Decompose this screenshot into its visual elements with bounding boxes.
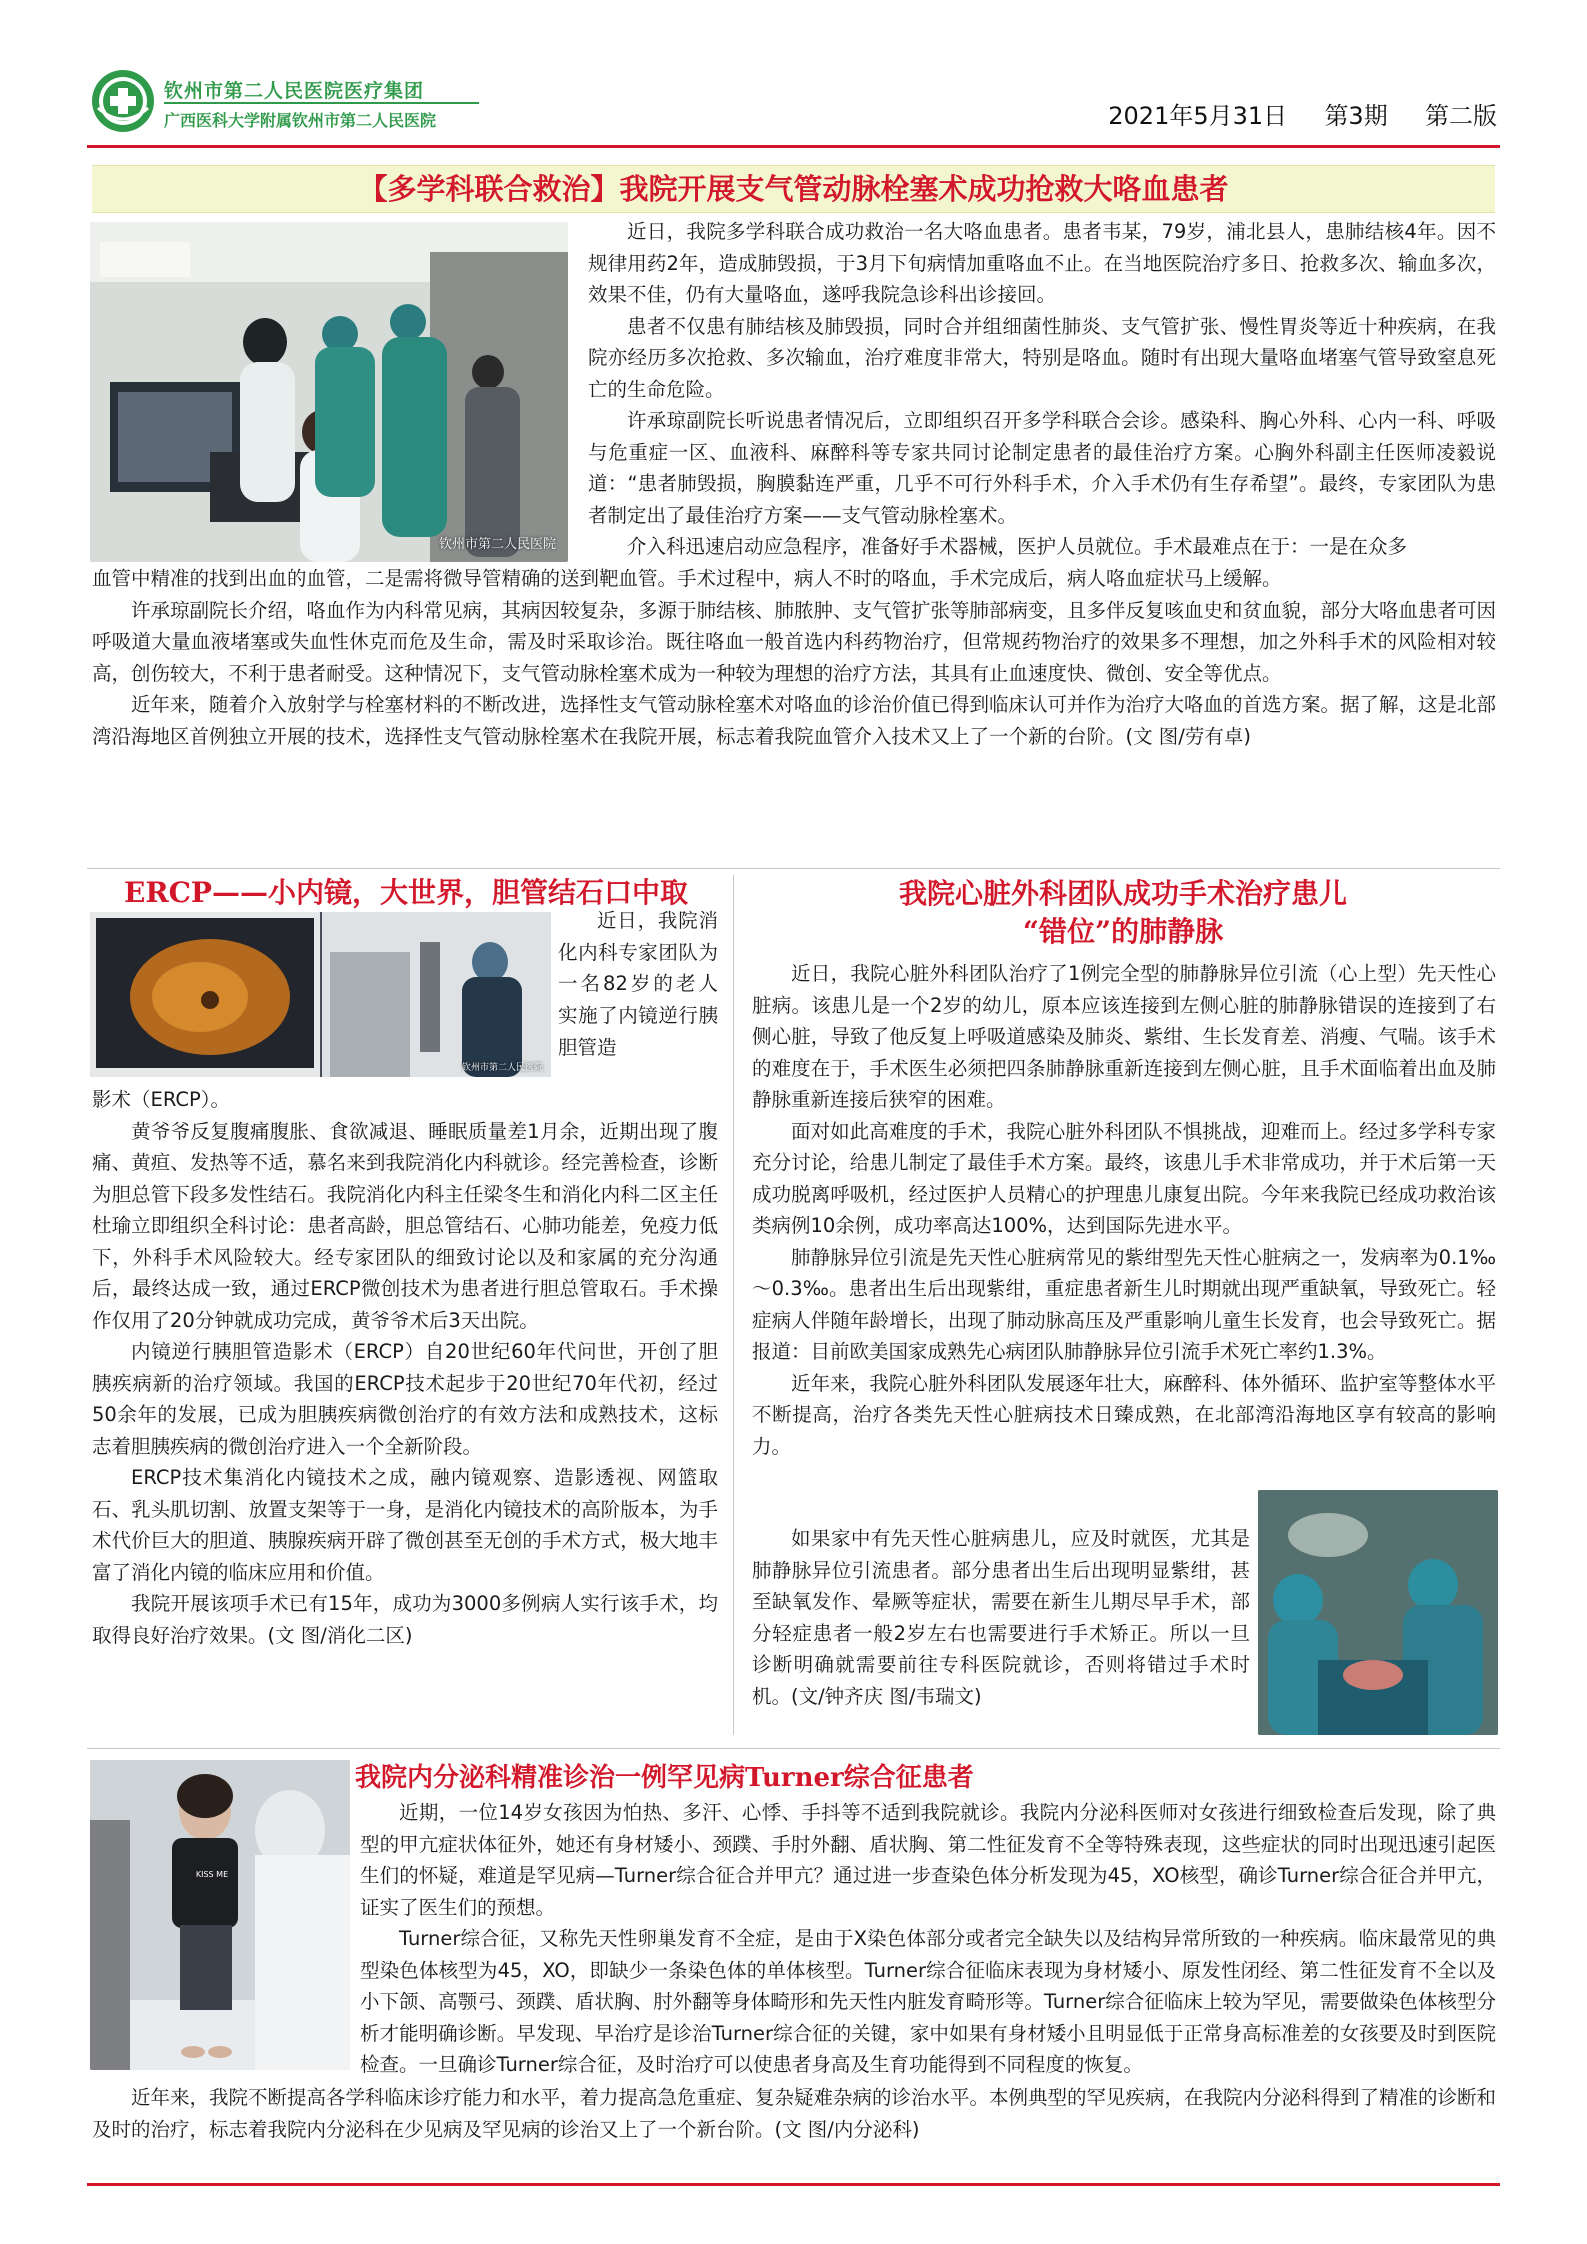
article2-paragraph: 内镜逆行胰胆管造影术（ERCP）自20世纪60年代问世，开创了胆胰疾病新的治疗领域。我国的ERCP技术起步于20世纪70年代初，经过50余年的发展，已成为胆胰疾病微创治疗的有效方法和成熟技术，这标志着胆胰疾病的微创治疗进入一个全新阶段。 <box>92 1340 718 1458</box>
article2-paragraph: 黄爷爷反复腹痛腹胀、食欲减退、睡眠质量差1月余，近期出现了腹痛、黄疸、发热等不适，慕名来到我院消化内科就诊。经完善检查，诊断为胆总管下段多发性结石。我院消化内科主任梁冬生和消化内科二区主任杜瑜立即组织全科讨论：患者高龄，胆总管结石、心肺功能差，免疫力低下，外科手术风险较大。经专家团队的细致讨论以及和家属的充分沟通后，最终达成一致，通过ERCP微创技术为患者进行胆总管取石。手术操作仅用了20分钟就成功完成，黄爷爷术后3天出院。 <box>92 1119 718 1332</box>
footer-rule <box>87 2183 1500 2186</box>
article3-paragraph: 肺静脉异位引流是先天性心脏病常见的紫绀型先天性心脏病之一，发病率为0.1‰～0.3‰。患者出生后出现紫绀，重症患者新生儿时期就出现严重缺氧，导致死亡。轻症病人伴随年龄增长，出现了肺动脉高压及严重影响儿童生长发育，也会导致死亡。据报道：目前欧美国家成熟先心病团队肺静脉异位引流手术死亡率约1.3%。 <box>752 1245 1496 1363</box>
article2-photo <box>90 912 551 1077</box>
issue-info <box>1108 96 1497 131</box>
section-divider <box>87 1748 1500 1749</box>
hospital-subname: 广西医科大学附属钦州市第二人民医院 <box>164 111 437 130</box>
article1-paragraph: 血管中精准的找到出血的血管，二是需将微导管精确的送到靶血管。手术过程中，病人不时的咯血，手术完成后，病人咯血症状马上缓解。 <box>92 567 1282 590</box>
article1-paragraph: 近年来，随着介入放射学与栓塞材料的不断改进，选择性支气管动脉栓塞术对咯血的诊治价值已得到临床认可并作为治疗大咯血的首选方案。据了解，这是北部湾沿海地区首例独立开展的技术，选择性支气管动脉栓塞术在我院开展，标志着我院血管介入技术又上了一个新的台阶。(文 图/劳有卓) <box>92 693 1497 748</box>
article3-body-wrap <box>752 1523 1250 1712</box>
photo-watermark: 钦州市第二人民医院 <box>438 537 556 552</box>
patient-photo-icon <box>90 1760 350 2070</box>
article3-title-box <box>748 875 1498 951</box>
hospital-logo-icon <box>90 68 156 134</box>
article4-paragraph: Turner综合征，又称先天性卵巢发育不全症，是由于X染色体部分或者完全缺失以及结构异常所致的一种疾病。临床最常见的典型染色体核型为45，XO，即缺少一条染色体的单体核型。Turner综合征临床表现为身材矮小、原发性闭经、第二性征发育不全以及小下颌、高颚弓、颈蹼、盾状胸、肘外翻等身体畸形和先天性内脏发育畸形等。Turner综合征临床上较为罕见，需要做染色体核型分析才能明确诊断。早发现、早治疗是诊治Turner综合征的关键，家中如果有身材矮小且明显低于正常身高标准差的女孩要及时到医院检查。一旦确诊Turner综合征，及时治疗可以使患者身高及生育功能得到不同程度的恢复。 <box>360 1927 1496 2076</box>
article1-paragraph: 许承琼副院长介绍，咯血作为内科常见病，其病因较复杂，多源于肺结核、肺脓肿、支气管扩张等肺部病变，且多伴反复咳血史和贫血貌，部分大咯血患者可因呼吸道大量血液堵塞或失血性休克而危及生命，需及时采取诊治。既往咯血一般首选内科药物治疗，但常规药物治疗的效果多不理想，加之外科手术的风险相对较高，创伤较大，不利于患者耐受。这种情况下，支气管动脉栓塞术成为一种较为理想的治疗方法，其具有止血速度快、微创、安全等优点。 <box>92 598 1497 685</box>
article2-paragraph: 近日，我院消化内科专家团队为一名82岁的老人实施了内镜逆行胰胆管造 <box>558 909 718 1059</box>
article2-paragraph: 我院开展该项手术已有15年，成功为3000多例病人实行该手术，均取得良好治疗效果。(文 图/消化二区) <box>92 1592 718 1647</box>
article3-paragraph: 近年来，我院心脏外科团队发展逐年壮大，麻醉科、体外循环、监护室等整体水平不断提高，治疗各类先天性心脏病技术日臻成熟，在北部湾沿海地区享有较高的影响力。 <box>752 1371 1496 1458</box>
header-rule <box>87 145 1500 148</box>
article3-photo <box>1258 1490 1498 1735</box>
article4-body-wrap <box>360 1797 1496 2081</box>
article3-paragraph: 如果家中有先天性心脏病患儿，应及时就医，尤其是肺静脉异位引流患者。部分患者出生后出现明显紫绀，甚至缺氧发作、晕厥等症状，需要在新生儿期尽早手术，部分轻症患者一般2岁左右也需要进行手术矫正。所以一旦诊断明确就需要前往专科医院就诊，否则将错过手术时机。(文/钟齐庆 图/韦瑞文) <box>752 1527 1250 1708</box>
article4-paragraph: 近期，一位14岁女孩因为怕热、多汗、心悸、手抖等不适到我院就诊。我院内分泌科医师对女孩进行细致检查后发现，除了典型的甲亢症状体征外，她还有身材矮小、颈蹼、手肘外翻、盾状胸、第二性征发育不全等特殊表现，这些症状的同时出现迅速引起医生们的怀疑，难道是罕见病—Turner综合征合并甲亢？通过进一步查染色体分析发现为45，XO核型，确诊Turner综合征合并甲亢，证实了医生们的预想。 <box>360 1801 1496 1919</box>
article1-paragraph: 近日，我院多学科联合成功救治一名大咯血患者。患者韦某，79岁，浦北县人，患肺结核4年。因不规律用药2年，造成肺毁损，于3月下旬病情加重咯血不止。在当地医院治疗多日、抢救多次、输血多次，效果不佳，仍有大量咯血，遂呼我院急诊科出诊接回。 <box>588 220 1496 306</box>
article3-paragraph: 面对如此高难度的手术，我院心脏外科团队不惧挑战，迎难而上。经过多学科专家充分讨论，给患儿制定了最佳手术方案。最终，该患儿手术非常成功，并于术后第一天成功脱离呼吸机，经过医护人员精心的护理患儿康复出院。今年来我院已经成功救治该类病例10余例，成功率高达100%，达到国际先进水平。 <box>752 1119 1496 1237</box>
column-divider <box>733 875 734 1735</box>
article1-title-box <box>92 165 1495 213</box>
article4-body-full <box>92 2082 1496 2145</box>
article3-paragraph: 近日，我院心脏外科团队治疗了1例完全型的肺静脉异位引流（心上型）先天性心脏病。该患儿是一个2岁的幼儿，原本应该连接到左侧心脏的肺静脉错误的连接到了右侧心脏，导致了他反复上呼吸道感染及肺炎、紫绀、生长发育差、消瘦、气喘。该手术的难度在于，手术医生必须把四条肺静脉重新连接到左侧心脏，且手术面临着出血及肺静脉重新连接后狭窄的困难。 <box>752 962 1496 1111</box>
article1-title: 【多学科联合救治】我院开展支气管动脉栓塞术成功抢救大咯血患者 <box>358 172 1229 206</box>
photo-watermark: 钦州市第二人民医院 <box>461 1063 543 1073</box>
issue-date: 2021年5月31日 <box>1108 102 1288 130</box>
article3-title: “错位”的肺静脉 <box>1022 915 1224 948</box>
endoscopy-photo-icon <box>90 912 551 1077</box>
masthead-divider <box>164 102 479 104</box>
section-divider <box>87 868 1500 869</box>
article2-body <box>92 1084 718 1651</box>
article1-paragraph: 介入科迅速启动应急程序，准备好手术器械，医护人员就位。手术最难点在于：一是在众多 <box>627 535 1408 558</box>
article1-paragraph: 许承琼副院长听说患者情况后，立即组织召开多学科联合会诊。感染科、胸心外科、心内一科、呼吸与危重症一区、血液科、麻醉科等专家共同讨论制定患者的最佳治疗方案。心胸外科副主任医师凌毅说道：“患者肺毁损，胸膜黏连严重，几乎不可行外科手术，介入手术仍有生存希望”。最终，专家团队为患者制定出了最佳治疗方案——支气管动脉栓塞术。 <box>588 409 1496 527</box>
page-edition: 第二版 <box>1425 102 1497 130</box>
surgery-photo-icon <box>1258 1490 1498 1735</box>
article4-photo <box>90 1760 350 2070</box>
article2-title: ERCP——小内镜，大世界，胆管结石口中取 <box>124 876 688 909</box>
article2-paragraph: 影术（ERCP）。 <box>92 1088 231 1111</box>
article3-body <box>752 958 1496 1462</box>
article1-photo <box>90 222 568 562</box>
article2-paragraph: ERCP技术集消化内镜技术之成，融内镜观察、造影透视、网篮取石、乳头肌切割、放置支架等于一身，是消化内镜技术的高阶版本，为手术代价巨大的胆道、胰腺疾病开辟了微创甚至无创的手术方式，极大地丰富了消化内镜的临床应用和价值。 <box>92 1466 718 1584</box>
article1-body-wrap <box>588 216 1496 563</box>
hospital-name: 钦州市第二人民医院医疗集团 <box>164 80 425 102</box>
masthead <box>90 68 510 136</box>
article1-body-full <box>92 563 1496 752</box>
article4-paragraph: 近年来，我院不断提高各学科临床诊疗能力和水平，着力提高急危重症、复杂疑难杂病的诊治水平。本例典型的罕见疾病，在我院内分泌科得到了精准的诊断和及时的治疗，标志着我院内分泌科在少见病及罕见病的诊治又上了一个新台阶。(文 图/内分泌科) <box>92 2086 1497 2141</box>
article4-title-box <box>355 1758 1155 1798</box>
article1-paragraph: 患者不仅患有肺结核及肺毁损，同时合并组细菌性肺炎、支气管扩张、慢性胃炎等近十种疾病，在我院亦经历多次抢救、多次输血，治疗难度非常大，特别是咯血。随时有出现大量咯血堵塞气管导致窒息死亡的生命危险。 <box>588 314 1496 401</box>
article2-body-wrap <box>558 905 718 1064</box>
medical-team-photo-icon <box>90 222 568 562</box>
article3-title: 我院心脏外科团队成功手术治疗患儿 <box>898 877 1347 910</box>
issue-number: 第3期 <box>1324 102 1388 130</box>
article4-title: 我院内分泌科精准诊治一例罕见病Turner综合征患者 <box>355 1763 974 1793</box>
shirt-print: KISS ME <box>195 1870 229 1879</box>
